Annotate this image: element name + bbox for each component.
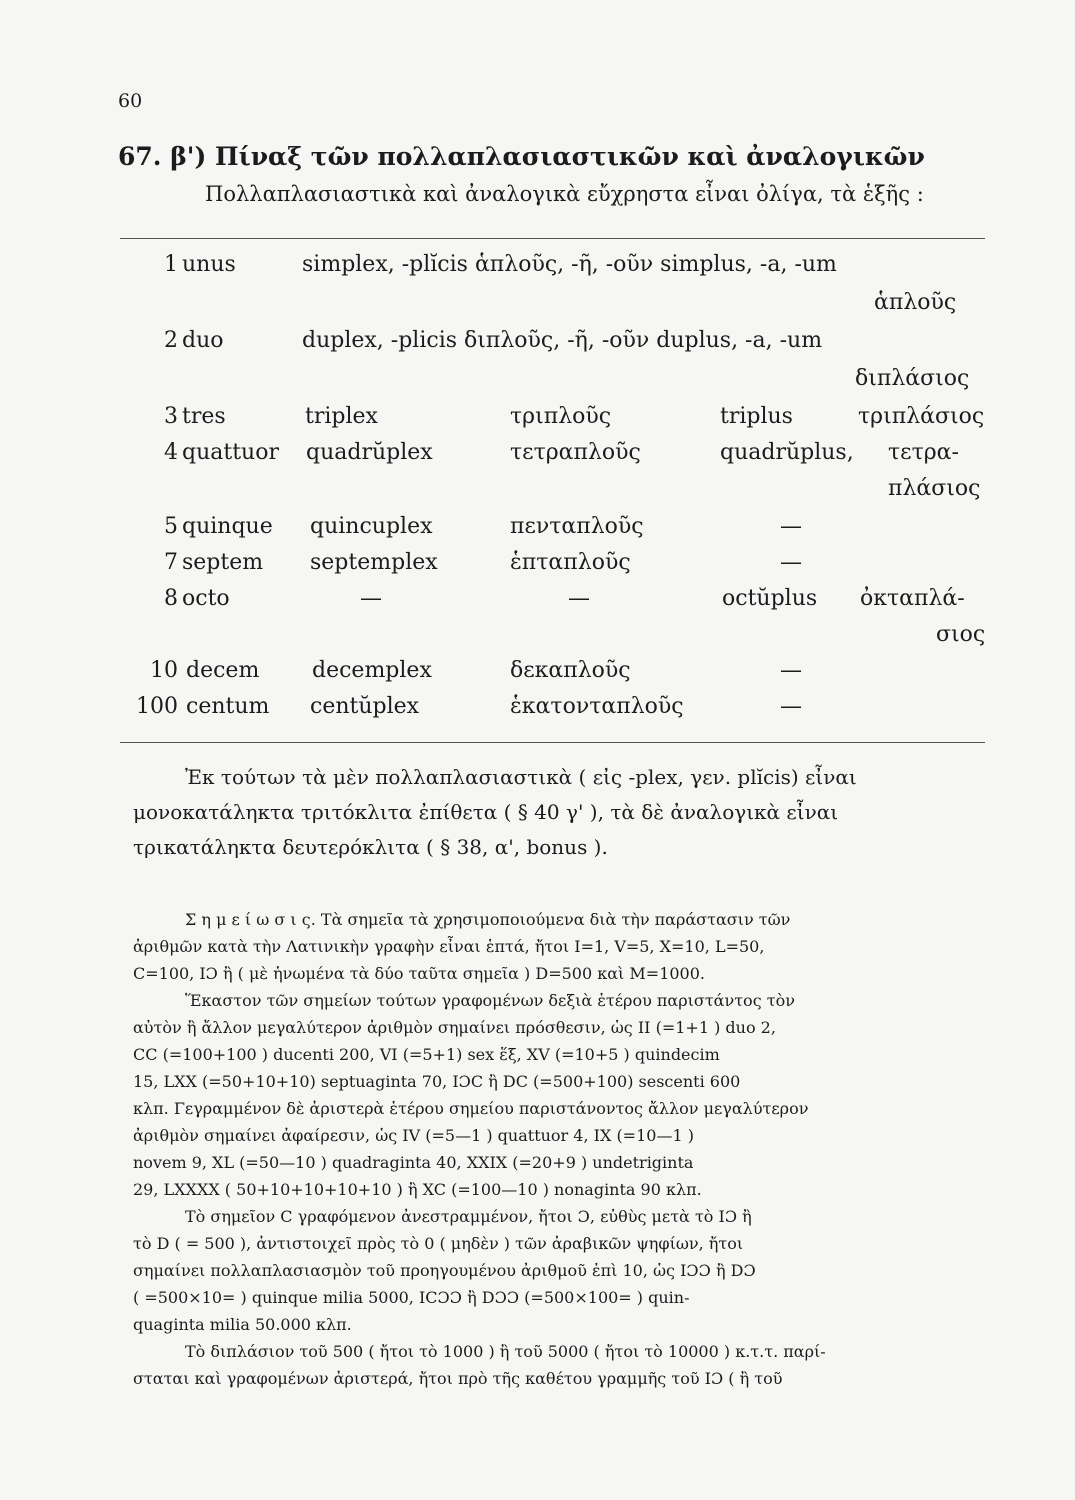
paragraph-line: Ἐκ τούτων τὰ μὲν πολλαπλασιαστικὰ ( εἰς -plex, γεν. plĭcis) εἶναι xyxy=(185,765,857,789)
note-line: Τὸ διπλάσιον τοῦ 500 ( ἤτοι τὸ 1000 ) ἢ τοῦ 5000 ( ἤτοι τὸ 10000 ) κ.τ.τ. παρί- xyxy=(185,1342,826,1361)
greek-multiplicative-cell: πενταπλοῦς xyxy=(510,514,644,539)
section-subheading: Πολλαπλασιαστικὰ καὶ ἀναλογικὰ εὔχρηστα εἶναι ὀλίγα, τὰ ἑξῆς : xyxy=(205,182,924,206)
numeral-cell: 5 xyxy=(164,514,178,539)
numeral-cell: 3 xyxy=(164,404,178,429)
page-number: 60 xyxy=(118,90,143,112)
note-line: τὸ D ( = 500 ), ἀντιστοιχεῖ πρὸς τὸ 0 ( μηδὲν ) τῶν ἀραβικῶν ψηφίων, ἤτοι xyxy=(133,1234,744,1253)
analog-greek-cell: ὀκταπλά- xyxy=(860,586,965,611)
analogical-cell: triplus xyxy=(720,404,793,429)
greek-multiplicative-cell: δεκαπλοῦς xyxy=(510,658,631,683)
numeral-cell: 10 xyxy=(150,658,178,683)
note-line: 29, LXXXX ( 50+10+10+10+10 ) ἢ XC (=100—10 ) nonaginta 90 κλπ. xyxy=(133,1180,702,1199)
note-block xyxy=(133,906,993,1392)
analog-greek-cell: ἁπλοῦς xyxy=(874,290,957,315)
note-line: 15, LXX (=50+10+10) septuaginta 70, IƆC ἢ DC (=500+100) sescenti 600 xyxy=(133,1072,741,1091)
greek-multiplicative-cell: ἑπταπλοῦς xyxy=(510,550,631,575)
numeral-cell: 8 xyxy=(164,586,178,611)
latin-cardinal-cell: centum xyxy=(186,694,270,719)
analog-greek-cell: τριπλάσιος xyxy=(858,404,985,429)
analogical-cell: octŭplus xyxy=(722,586,818,611)
latin-cardinal-cell: unus xyxy=(182,252,236,277)
numeral-cell: 100 xyxy=(136,694,178,719)
latin-cardinal-cell: tres xyxy=(182,404,226,429)
table-row xyxy=(0,658,1075,688)
table-row-continuation xyxy=(0,290,1075,320)
multiplicative-cell: triplex xyxy=(305,404,378,429)
analogical-cell: — xyxy=(780,550,802,575)
table-row xyxy=(0,404,1075,434)
analog-greek-cell: τετρα- xyxy=(888,440,959,465)
numeral-cell: 2 xyxy=(164,328,178,353)
analogical-cell: — xyxy=(780,658,802,683)
greek-multiplicative-cell: τριπλοῦς xyxy=(510,404,612,429)
analogical-cell: quadrŭplus, xyxy=(720,440,854,465)
table-row-continuation xyxy=(0,366,1075,396)
multiplicative-cell: simplex, -plĭcis ἁπλοῦς, -ῆ, -οῦν simplus, -a, -um xyxy=(302,252,837,277)
numeral-cell: 4 xyxy=(164,440,178,465)
note-line: Ἕκαστον τῶν σημείων τούτων γραφομένων δεξιὰ ἑτέρου παριστάντος τὸν xyxy=(185,991,795,1010)
table-row xyxy=(0,694,1075,724)
multiplicative-cell: duplex, -plicis διπλοῦς, -ῆ, -οῦν duplus, -a, -um xyxy=(302,328,823,353)
note-line: CC (=100+100 ) ducenti 200, VI (=5+1) sex ἕξ, XV (=10+5 ) quindecim xyxy=(133,1045,720,1064)
note-line: quaginta milia 50.000 κλπ. xyxy=(133,1315,352,1334)
note-line: ( =500×10= ) quinque milia 5000, ICƆƆ ἢ DƆƆ (=500×100= ) quin- xyxy=(133,1288,690,1307)
section-heading: 67. β') Πίναξ τῶν πολλαπλασιαστικῶν καὶ ἀναλογικῶν xyxy=(118,142,925,171)
note-line: C=100, IƆ ἢ ( μὲ ἡνωμένα τὰ δύο ταῦτα σημεῖα ) D=500 καὶ M=1000. xyxy=(133,964,705,983)
table-top-rule xyxy=(120,238,985,239)
multiplicative-cell: septemplex xyxy=(310,550,438,575)
greek-multiplicative-cell: τετραπλοῦς xyxy=(510,440,641,465)
greek-multiplicative-cell: ἑκατονταπλοῦς xyxy=(510,694,684,719)
multiplicative-cell: decemplex xyxy=(312,658,432,683)
table-row xyxy=(0,328,1075,358)
note-line: σταται καὶ γραφομένων ἀριστερά, ἤτοι πρὸ τῆς καθέτου γραμμῆς τοῦ IƆ ( ἢ τοῦ xyxy=(133,1369,783,1388)
multiplicative-cell: quadrŭplex xyxy=(306,440,433,465)
table-row xyxy=(0,252,1075,282)
analog-greek-cell: πλάσιος xyxy=(888,476,981,501)
note-line: σημαίνει πολλαπλασιασμὸν τοῦ προηγουμένου ἀριθμοῦ ἐπὶ 10, ὡς IƆƆ ἢ DƆ xyxy=(133,1261,756,1280)
note-line: Τὸ σημεῖον C γραφόμενον ἀνεστραμμένον, ἤτοι Ɔ, εὐθὺς μετὰ τὸ IƆ ἢ xyxy=(185,1207,752,1226)
table-row xyxy=(0,586,1075,616)
note-line: Σ η μ ε ί ω σ ι ς. Τὰ σημεῖα τὰ χρησιμοποιούμενα διὰ τὴν παράστασιν τῶν xyxy=(185,910,791,929)
note-line: αὐτὸν ἢ ἄλλον μεγαλύτερον ἀριθμὸν σημαίνει πρόσθεσιν, ὡς II (=1+1 ) duo 2, xyxy=(133,1018,776,1037)
note-line: novem 9, XL (=50—10 ) quadraginta 40, XXIX (=20+9 ) undetriginta xyxy=(133,1153,694,1172)
multiplicative-cell: centŭplex xyxy=(310,694,420,719)
table-row-continuation xyxy=(0,476,1075,506)
analogical-cell: — xyxy=(780,514,802,539)
table-row-continuation xyxy=(0,622,1075,652)
note-line: ἀριθμὸν σημαίνει ἀφαίρεσιν, ὡς IV (=5—1 ) quattuor 4, IX (=10—1 ) xyxy=(133,1126,694,1145)
latin-cardinal-cell: quinque xyxy=(182,514,273,539)
multiplicative-cell: — xyxy=(360,586,382,611)
latin-cardinal-cell: decem xyxy=(186,658,260,683)
paragraph-line: τρικατάληκτα δευτερόκλιτα ( § 38, α', bonus ). xyxy=(133,835,608,859)
explanation-paragraph xyxy=(133,760,988,865)
latin-cardinal-cell: quattuor xyxy=(182,440,279,465)
numeral-cell: 7 xyxy=(164,550,178,575)
numeral-cell: 1 xyxy=(164,252,178,277)
analog-greek-cell: διπλάσιος xyxy=(855,366,970,391)
latin-cardinal-cell: septem xyxy=(182,550,264,575)
table-bottom-rule xyxy=(120,742,985,743)
paragraph-line: μονοκατάληκτα τριτόκλιτα ἐπίθετα ( § 40 γ' ), τὰ δὲ ἀναλογικὰ εἶναι xyxy=(133,800,839,824)
note-line: κλπ. Γεγραμμένον δὲ ἀριστερὰ ἑτέρου σημείου παριστάνοντος ἄλλον μεγαλύτερον xyxy=(133,1099,809,1118)
table-row xyxy=(0,440,1075,470)
greek-multiplicative-cell: — xyxy=(568,586,590,611)
analog-greek-cell: σιος xyxy=(936,622,986,647)
table-row xyxy=(0,514,1075,544)
analogical-cell: — xyxy=(780,694,802,719)
note-line: ἀριθμῶν κατὰ τὴν Λατινικὴν γραφὴν εἶναι ἑπτά, ἤτοι I=1, V=5, X=10, L=50, xyxy=(133,937,765,956)
latin-cardinal-cell: octo xyxy=(182,586,230,611)
table-row xyxy=(0,550,1075,580)
multiplicative-cell: quincuplex xyxy=(310,514,433,539)
latin-cardinal-cell: duo xyxy=(182,328,224,353)
